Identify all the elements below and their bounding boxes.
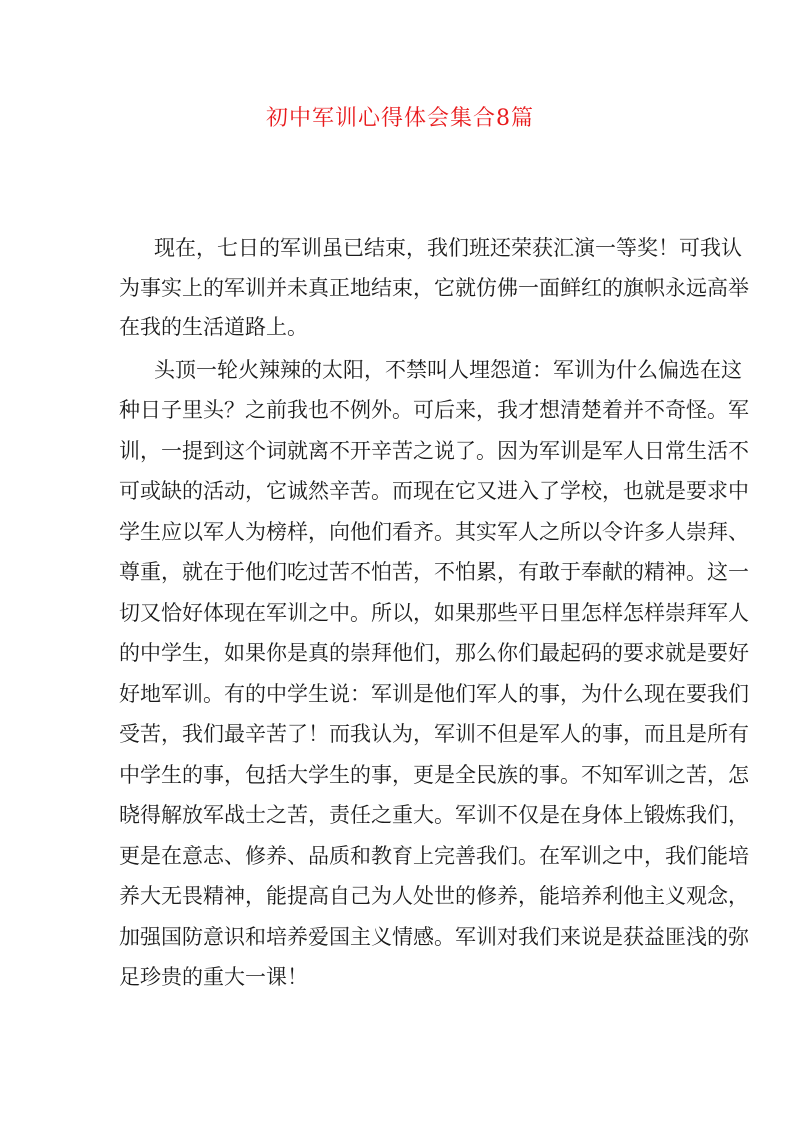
paragraph-2-line-7: 切又恰好体现在军训之中。所以，如果那些平日里怎样怎样崇拜军人 [119,601,749,625]
paragraph-2-line-6: 尊重，就在于他们吃过苦不怕苦，不怕累，有敢于奉献的精神。这一 [119,560,749,584]
paragraph-2-line-5: 学生应以军人为榜样，向他们看齐。其实军人之所以令许多人崇拜、 [119,520,749,544]
paragraph-2-line-13: 更是在意志、修养、品质和教育上完善我们。在军训之中，我们能培 [119,844,749,868]
paragraph-2-line-16: 足珍贵的重大一课！ [119,965,308,989]
paragraph-2-line-12: 晓得解放军战士之苦，责任之重大。军训不仅是在身体上锻炼我们， [119,803,749,827]
paragraph-1-line-1: 现在，七日的军训虽已结束，我们班还荣获汇演一等奖！可我认 [154,236,742,260]
paragraph-1-line-2: 为事实上的军训并未真正地结束，它就仿佛一面鲜红的旗帜永远高举 [119,276,749,300]
paragraph-2-line-11: 中学生的事，包括大学生的事，更是全民族的事。不知军训之苦，怎 [119,763,749,787]
paragraph-2-line-10: 受苦，我们最辛苦了！而我认为，军训不但是军人的事，而且是所有 [119,722,749,746]
document-title: 初中军训心得体会集合8篇 [266,106,534,131]
paragraph-2-line-2: 种日子里头？之前我也不例外。可后来，我才想清楚着并不奇怪。军 [119,398,749,422]
paragraph-2-line-3: 训，一提到这个词就离不开辛苦之说了。因为军训是军人日常生活不 [119,439,749,463]
paragraph-2-line-4: 可或缺的活动，它诚然辛苦。而现在它又进入了学校，也就是要求中 [119,479,749,503]
paragraph-2-line-14: 养大无畏精神，能提高自己为人处世的修养，能培养利他主义观念， [119,884,749,908]
paragraph-2-line-1: 头顶一轮火辣辣的太阳，不禁叫人埋怨道：军训为什么偏选在这 [154,358,742,382]
paragraph-2-line-8: 的中学生，如果你是真的崇拜他们，那么你们最起码的要求就是要好 [119,641,749,665]
paragraph-2-line-15: 加强国防意识和培养爱国主义情感。军训对我们来说是获益匪浅的弥 [119,925,749,949]
paragraph-1-line-3: 在我的生活道路上。 [119,315,308,339]
paragraph-2-line-9: 好地军训。有的中学生说：军训是他们军人的事，为什么现在要我们 [119,682,749,706]
